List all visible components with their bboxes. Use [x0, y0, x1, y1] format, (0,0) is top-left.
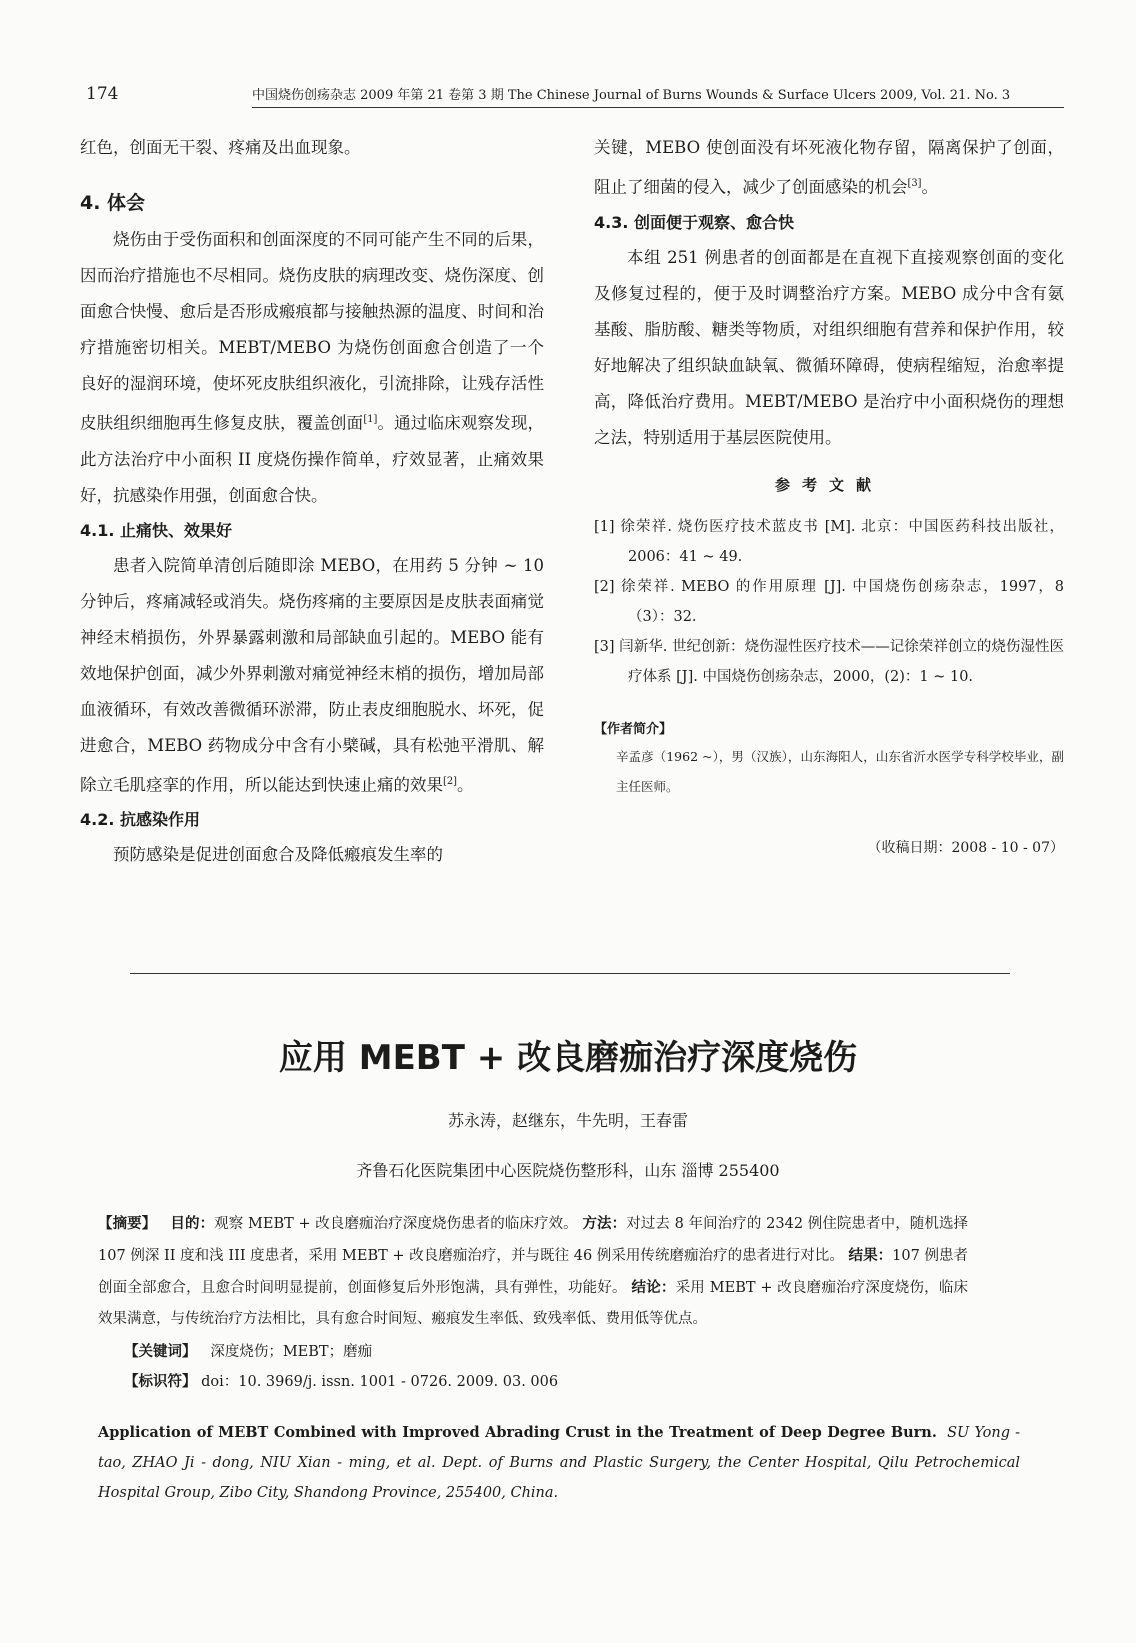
english-title: Application of MEBT Combined with Improved Abrading Crust in the Treatment of Deep Degree Burn. — [98, 1424, 937, 1441]
subsection-heading: 4.1. 止痛快、效果好 — [80, 520, 232, 540]
reference-item: [2] 徐荣祥. MEBO 的作用原理 [J]. 中国烧伤创疡杂志，1997，8（3）：32. — [594, 578, 1064, 625]
paragraph: 关键，MEBO 使创面没有坏死液化物存留，隔离保护了创面，阻止了细菌的侵入，减少了创面感染的机会[3]。 — [594, 138, 1064, 197]
identifier: 【标识符】 doi：10. 3969/j. issn. 1001 - 0726. 2009. 03. 006 — [124, 1373, 559, 1390]
author-bio-heading: 【作者简介】 — [594, 721, 673, 737]
section-heading: 4. 体会 — [80, 192, 146, 214]
paragraph: 预防感染是促进创面愈合及降低瘢痕发生率的 — [113, 845, 443, 864]
page-number: 174 — [86, 84, 119, 104]
received-date: （收稿日期：2008 - 10 - 07） — [867, 839, 1064, 856]
article-title: 应用 MEBT + 改良磨痂治疗深度烧伤 — [278, 1038, 858, 1078]
paragraph: 红色，创面无干裂、疼痛及出血现象。 — [80, 138, 361, 157]
reference-item: [1] 徐荣祥. 烧伤医疗技术蓝皮书 [M]. 北京：中国医药科技出版社，2006：41 ~ 49. — [594, 518, 1064, 565]
right-column — [594, 130, 1064, 866]
english-authors: SU Yong - tao, ZHAO Ji - dong, NIU Xian - ming, et al. Dept. of Burns and Plastic Surgery, the Center Hospital, Qilu Petrochemical Hospital Group, Zibo City, Shandong Province, 255400, China. — [98, 1425, 1021, 1501]
left-column — [80, 130, 544, 873]
subsection-heading: 4.3. 创面便于观察、愈合快 — [594, 212, 794, 232]
subsection-heading: 4.2. 抗感染作用 — [80, 810, 200, 829]
paragraph: 烧伤由于受伤面积和创面深度的不同可能产生不同的后果，因而治疗措施也不尽相同。烧伤皮肤的病理改变、烧伤深度、创面愈合快慢、愈后是否形成瘢痕都与接触热源的温度、时间和治疗措施密切相关。MEBT/MEBO 为烧伤创面愈合创造了一个良好的湿润环境，使坏死皮肤组织液化，引流排除，让残存活性皮肤组织细胞再生修复皮肤，覆盖创面[1]。通过临床观察发现，此方法治疗中小面积 II 度烧伤操作简单，疗效显著，止痛效果好，抗感染作用强，创面愈合快。 — [80, 230, 545, 505]
paragraph: 患者入院简单清创后随即涂 MEBO，在用药 5 分钟 ~ 10 分钟后，疼痛减轻或消失。烧伤疼痛的主要原因是皮肤表面痛觉神经末梢损伤，外界暴露刺激和局部缺血引起的。MEBO 能有效地保护创面，减少外界刺激对痛觉神经末梢的损伤，增加局部血液循环，有效改善微循环淤滞，防止表皮细胞脱水、坏死，促进愈合，MEBO 药物成分中含有小檗碱，具有松弛平滑肌、解除立毛肌痉挛的作用，所以能达到快速止痛的效果[2]。 — [80, 555, 544, 794]
citation: [2] — [443, 775, 457, 787]
citation: [3] — [907, 178, 922, 189]
affiliation: 齐鲁石化医院集团中心医院烧伤整形科，山东 淄博 255400 — [356, 1161, 780, 1180]
running-header: 中国烧伤创疡杂志 2009 年第 21 卷第 3 期 The Chinese Journal of Burns Wounds & Surface Ulcers 2009, Vol. 21. No. 3 — [252, 84, 1064, 108]
article-divider — [130, 973, 1010, 974]
citation: [1] — [363, 414, 378, 425]
paragraph: 本组 251 例患者的创面都是在直视下直接观察创面的变化及修复过程的，便于及时调整治疗方案。MEBO 成分中含有氨基酸、脂肪酸、糖类等物质，对组织细胞有营养和保护作用，较好地解决了组织缺血缺氧、微循环障碍，使病程缩短，治愈率提高，降低治疗费用。MEBT/MEBO 是治疗中小面积烧伤的理想之法，特别适用于基层医院使用。 — [594, 247, 1064, 447]
abstract: 【摘要】 目的：观察 MEBT + 改良磨痂治疗深度烧伤患者的临床疗效。 方法：对过去 8 年间治疗的 2342 例住院患者中，随机选择 107 例深 II 度和浅 III 度患者，采用 MEBT + 改良磨痂治疗，并与既往 46 例采用传统磨痂治疗的患者进行对比。 结果：107 例患者创面全部愈合，且愈合时间明显提前，创面修复后外形饱满，具有弹性，功能好。 结论：采用 MEBT + 改良磨痂治疗深度烧伤，临床效果满意，与传统治疗方法相比，具有愈合时间短、瘢痕发生率低、致残率低、费用低等优点。 — [98, 1215, 969, 1327]
author-list: 苏永涛，赵继东，牛先明，王春雷 — [447, 1111, 688, 1130]
author-bio: 辛孟彦（1962 ~），男（汉族），山东海阳人，山东省沂水医学专科学校毕业，副主任医师。 — [616, 748, 1064, 794]
keywords: 【关键词】 深度烧伤；MEBT；磨痂 — [124, 1343, 373, 1360]
abstract-label: 【摘要】 — [98, 1215, 157, 1232]
reference-item: [3] 闫新华. 世纪创新：烧伤湿性医疗技术——记徐荣祥创立的烧伤湿性医疗体系 [J]. 中国烧伤创疡杂志，2000，(2)：1 ~ 10. — [594, 638, 1064, 685]
english-abstract-header — [98, 1418, 1020, 1508]
references-heading: 参考文献 — [774, 475, 883, 494]
